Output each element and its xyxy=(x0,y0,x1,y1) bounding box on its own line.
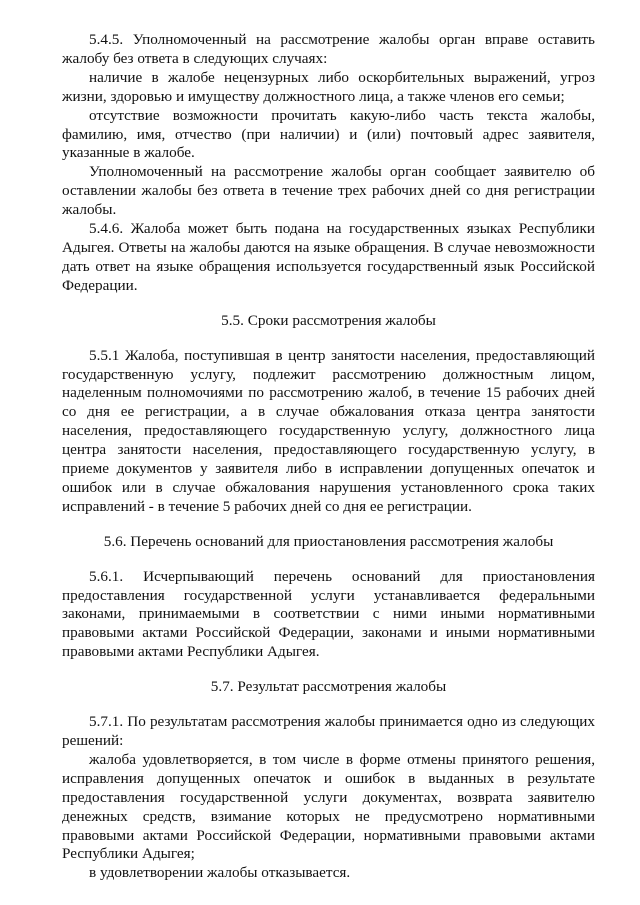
paragraph-5-4-6: 5.4.6. Жалоба может быть подана на государственных языках Республики Адыгея. Ответы на жалобы даются на языке обращения. В случае невозможности дать ответ на языке обращения используется государственный язык Российской Федерации. xyxy=(62,220,595,294)
paragraph-notification: Уполномоченный на рассмотрение жалобы орган сообщает заявителю об оставлении жалобы без ответа в течение трех рабочих дней со дня регистрации жалобы. xyxy=(62,163,595,219)
paragraph-obscene-language: наличие в жалобе нецензурных либо оскорбительных выражений, угроз жизни, здоровью и имуществу должностного лица, а также членов его семьи; xyxy=(62,68,595,105)
heading-5-6: 5.6. Перечень оснований для приостановления рассмотрения жалобы xyxy=(103,532,554,550)
document-page xyxy=(62,31,595,883)
paragraph-5-4-5: 5.4.5. Уполномоченный на рассмотрение жалобы орган вправе оставить жалобу без ответа в следующих случаях: xyxy=(62,31,595,67)
paragraph-5-7-1: 5.7.1. По результатам рассмотрения жалобы принимается одно из следующих решений: xyxy=(62,713,595,749)
heading-5-5: 5.5. Сроки рассмотрения жалобы xyxy=(221,311,436,329)
paragraph-complaint-satisfied: жалоба удовлетворяется, в том числе в форме отмены принятого решения, исправления допущенных опечаток и ошибок в выданных в результате предоставления государственной услуги документах, возврата заявителю денежных средств, взимание которых не предусмотрено нормативными правовыми актами Российской Федерации, нормативными правовыми актами Республики Адыгея; xyxy=(62,750,595,863)
heading-5-7: 5.7. Результат рассмотрения жалобы xyxy=(210,678,447,696)
paragraph-unreadable-text: отсутствие возможности прочитать какую-либо часть текста жалобы, фамилию, имя, отчество (при наличии) и (или) почтовый адрес заявителя, указанные в жалобе. xyxy=(62,106,595,162)
paragraph-complaint-refused: в удовлетворении жалобы отказывается. xyxy=(89,864,351,882)
paragraph-5-6-1: 5.6.1. Исчерпывающий перечень оснований для приостановления предоставления государственной услуги устанавливается федеральными законами, принимаемыми в соответствии с ними иными нормативными правовыми актами Российской Федерации, законами и иными нормативными правовыми актами Республики Адыгея. xyxy=(62,567,595,661)
paragraph-5-5-1: 5.5.1 Жалоба, поступившая в центр занятости населения, предоставляющий государственную услугу, подлежит рассмотрению должностным лицом, наделенным полномочиями по рассмотрению жалоб, в течение 15 рабочих дней со дня ее регистрации, а в случае обжалования отказа центра занятости населения, предоставляющего государственную услугу, должностного лица центра занятости населения, предоставляющего государственную услугу, в приеме документов у заявителя либо в исправлении допущенных опечаток и ошибок или в случае обжалования нарушения установленного срока таких исправлений - в течение 5 рабочих дней со дня ее регистрации. xyxy=(62,346,595,515)
